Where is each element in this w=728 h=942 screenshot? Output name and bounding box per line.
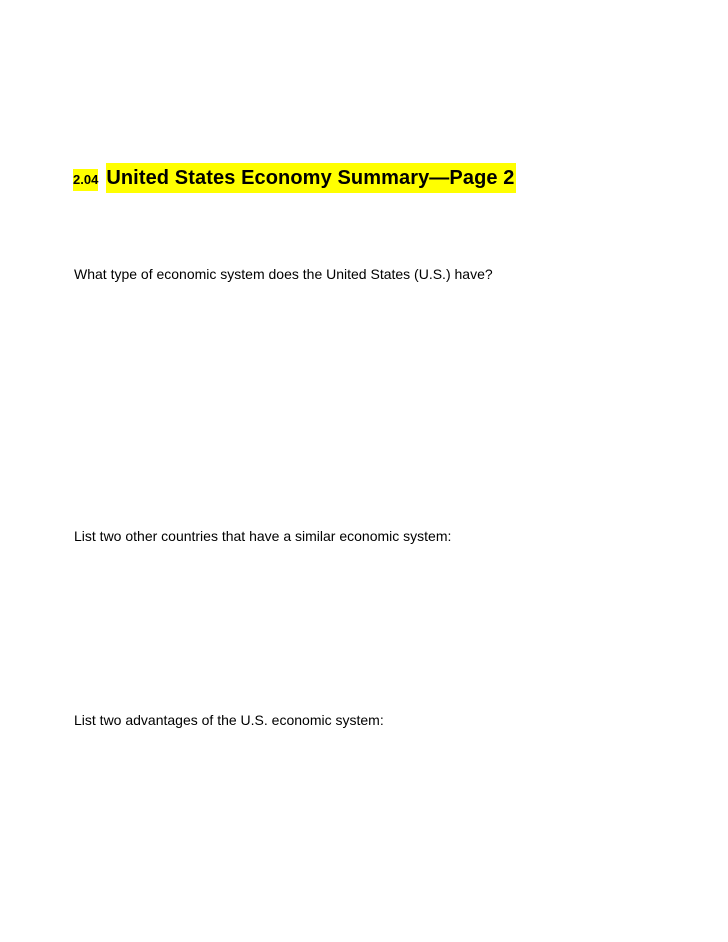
section-number: 2.04 [73, 169, 98, 191]
page-title [73, 163, 516, 193]
title-text: United States Economy Summary—Page 2 [106, 163, 516, 193]
question-economic-system: What type of economic system does the United States (U.S.) have? [74, 266, 493, 282]
question-similar-countries: List two other countries that have a similar economic system: [74, 528, 452, 544]
question-advantages: List two advantages of the U.S. economic system: [74, 712, 384, 728]
